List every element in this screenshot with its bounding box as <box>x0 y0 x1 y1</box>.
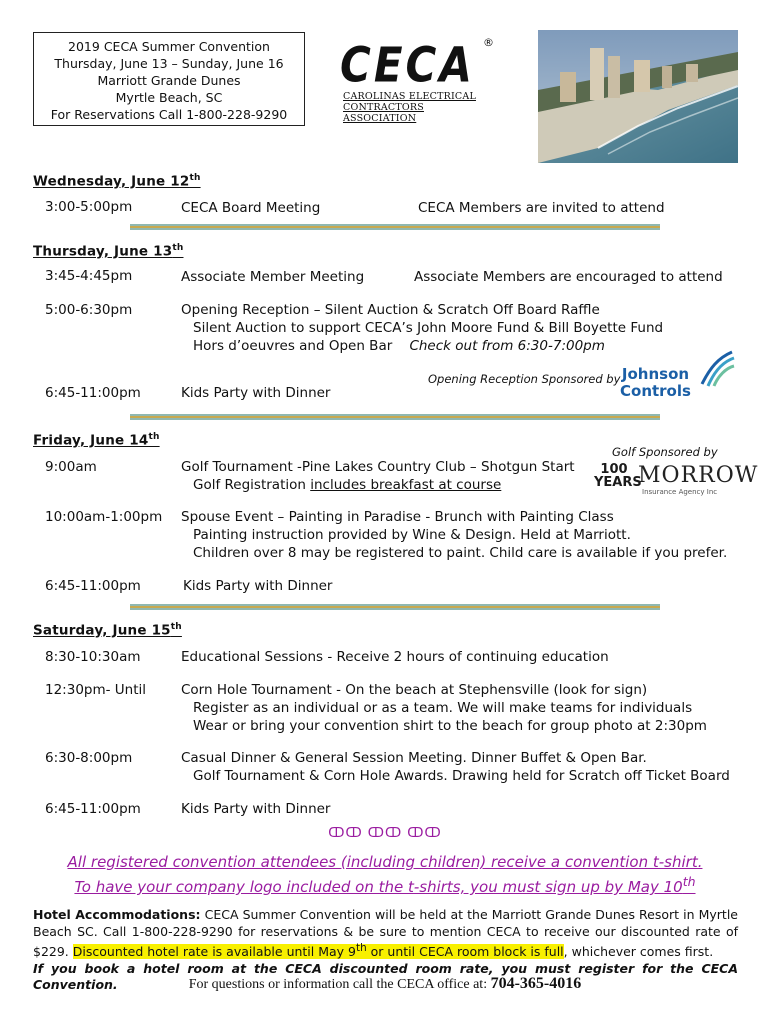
johnson-controls-logo: Johnson Controls <box>620 365 691 400</box>
event-detail: Register as an individual or as a team. We will make teams for individuals <box>193 700 693 716</box>
event-block-cornhole <box>181 681 707 735</box>
event-detail: Hors d’oeuvres and Open Bar Check out from 6:30-7:00pm <box>193 338 605 354</box>
event-title: Spouse Event – Painting in Paradise - Brunch with Painting Class <box>181 509 614 525</box>
info-venue: Marriott Grande Dunes <box>97 73 241 88</box>
event-title: Corn Hole Tournament - On the beach at Stephensville (look for sign) <box>181 682 648 698</box>
event-block-golf <box>181 458 575 494</box>
event-title: Casual Dinner & General Session Meeting. Dinner Buffet & Open Bar. <box>181 750 647 766</box>
day-heading-friday: Friday, June 14th <box>33 432 160 449</box>
section-divider <box>130 414 660 420</box>
johnson-controls-swirl-icon <box>696 348 736 388</box>
tshirt-line-1: All registered convention attendees (including children) receive a convention t-shirt. <box>67 853 703 871</box>
day-heading-saturday: Saturday, June 15th <box>33 622 182 639</box>
day-heading-thursday: Thursday, June 13th <box>33 243 184 260</box>
event-block-opening-reception <box>181 301 663 355</box>
event-block-dinner <box>181 749 730 785</box>
event-title: Associate Member Meeting <box>181 269 365 285</box>
event-time: 6:45-11:00pm <box>45 578 141 594</box>
logo-line-2: CONTRACTORS ASSOCIATION <box>343 102 424 124</box>
event-note: CECA Members are invited to attend <box>418 200 665 216</box>
morrow-logo <box>594 462 759 497</box>
hotel-discount-highlight: Discounted hotel rate is available until May 9th or until CECA room block is full <box>72 942 564 960</box>
logo-line-1: CAROLINAS ELECTRICAL <box>343 91 476 102</box>
golf-sponsor-label: Golf Sponsored by <box>612 445 718 459</box>
event-note: Associate Members are encouraged to attend <box>414 269 723 285</box>
event-title: Kids Party with Dinner <box>183 578 333 594</box>
event-title: CECA Board Meeting <box>181 200 321 216</box>
event-time: 8:30-10:30am <box>45 649 141 665</box>
ceca-logo-mark: CECA <box>340 36 475 93</box>
event-title: Golf Tournament -Pine Lakes Country Club – Shotgun Start <box>181 459 575 475</box>
event-block-spouse <box>181 508 727 562</box>
info-title: 2019 CECA Summer Convention <box>68 39 270 54</box>
event-title: Educational Sessions - Receive 2 hours of continuing education <box>181 649 609 665</box>
event-time: 6:30-8:00pm <box>45 750 133 766</box>
convention-info-box <box>33 32 305 126</box>
contact-line: For questions or information call the CECA office at: 704-365-4016 <box>188 975 582 992</box>
resort-beach-photo <box>538 30 738 163</box>
day-heading-wednesday: Wednesday, June 12th <box>33 173 201 190</box>
tshirt-line-2: To have your company logo included on the t-shirts, you must sign up by May 10th <box>74 874 696 896</box>
section-divider <box>130 604 660 610</box>
hotel-registration-warning: If you book a hotel room at the CECA discounted room rate, you must register for the CECA Convention. <box>33 960 738 993</box>
tshirt-notice <box>0 852 770 897</box>
event-time: 10:00am-1:00pm <box>45 509 163 525</box>
hotel-end: , whichever comes first. <box>563 944 714 960</box>
section-divider <box>130 224 660 230</box>
hotel-text: CECA Summer Convention will be held at the Marriott Grande Dunes Resort in Myrtle Beach SC. Call 1-800-228-9290 for reservations & be sure to mention CECA to receive our discounted rate of $229. <box>33 907 738 960</box>
hotel-label: Hotel Accommodations: <box>33 907 201 922</box>
event-detail: Painting instruction provided by Wine & Design. Held at Marriott. <box>193 527 631 543</box>
event-time: 3:45-4:45pm <box>45 268 133 284</box>
ornament-divider: ↀↀ ↀↀ ↀↀ <box>328 826 442 841</box>
reception-sponsor-label: Opening Reception Sponsored by <box>428 372 621 386</box>
info-reservations: For Reservations Call 1-800-228-9290 <box>50 107 288 122</box>
morrow-name: MORROW <box>638 463 759 488</box>
event-title: Opening Reception – Silent Auction & Scratch Off Board Raffle <box>181 302 600 318</box>
event-time: 9:00am <box>45 459 97 475</box>
event-time: 6:45-11:00pm <box>45 385 141 401</box>
event-detail: Children over 8 may be registered to paint. Child care is available if you prefer. <box>193 545 728 561</box>
checkout-note: Check out from 6:30-7:00pm <box>409 338 605 354</box>
event-time: 3:00-5:00pm <box>45 199 133 215</box>
ceca-logo <box>340 36 494 124</box>
morrow-subtitle: Insurance Agency Inc <box>642 488 718 496</box>
event-title: Kids Party with Dinner <box>181 801 331 817</box>
registered-mark: ® <box>483 36 494 49</box>
event-title: Kids Party with Dinner <box>181 385 331 401</box>
event-time: 12:30pm- Until <box>45 682 147 698</box>
event-time: 6:45-11:00pm <box>45 801 141 817</box>
info-dates: Thursday, June 13 – Sunday, June 16 <box>54 56 284 71</box>
event-detail: Golf Registration includes breakfast at course <box>193 477 502 493</box>
event-time: 5:00-6:30pm <box>45 302 133 318</box>
event-detail: Wear or bring your convention shirt to the beach for group photo at 2:30pm <box>193 718 707 734</box>
100-years-badge: 100 YEARS <box>594 462 642 490</box>
event-detail: Silent Auction to support CECA’s John Moore Fund & Bill Boyette Fund <box>193 320 664 336</box>
event-detail: Golf Tournament & Corn Hole Awards. Drawing held for Scratch off Ticket Board <box>193 768 730 784</box>
contact-phone: 704-365-4016 <box>490 975 582 992</box>
info-city: Myrtle Beach, SC <box>115 90 223 105</box>
